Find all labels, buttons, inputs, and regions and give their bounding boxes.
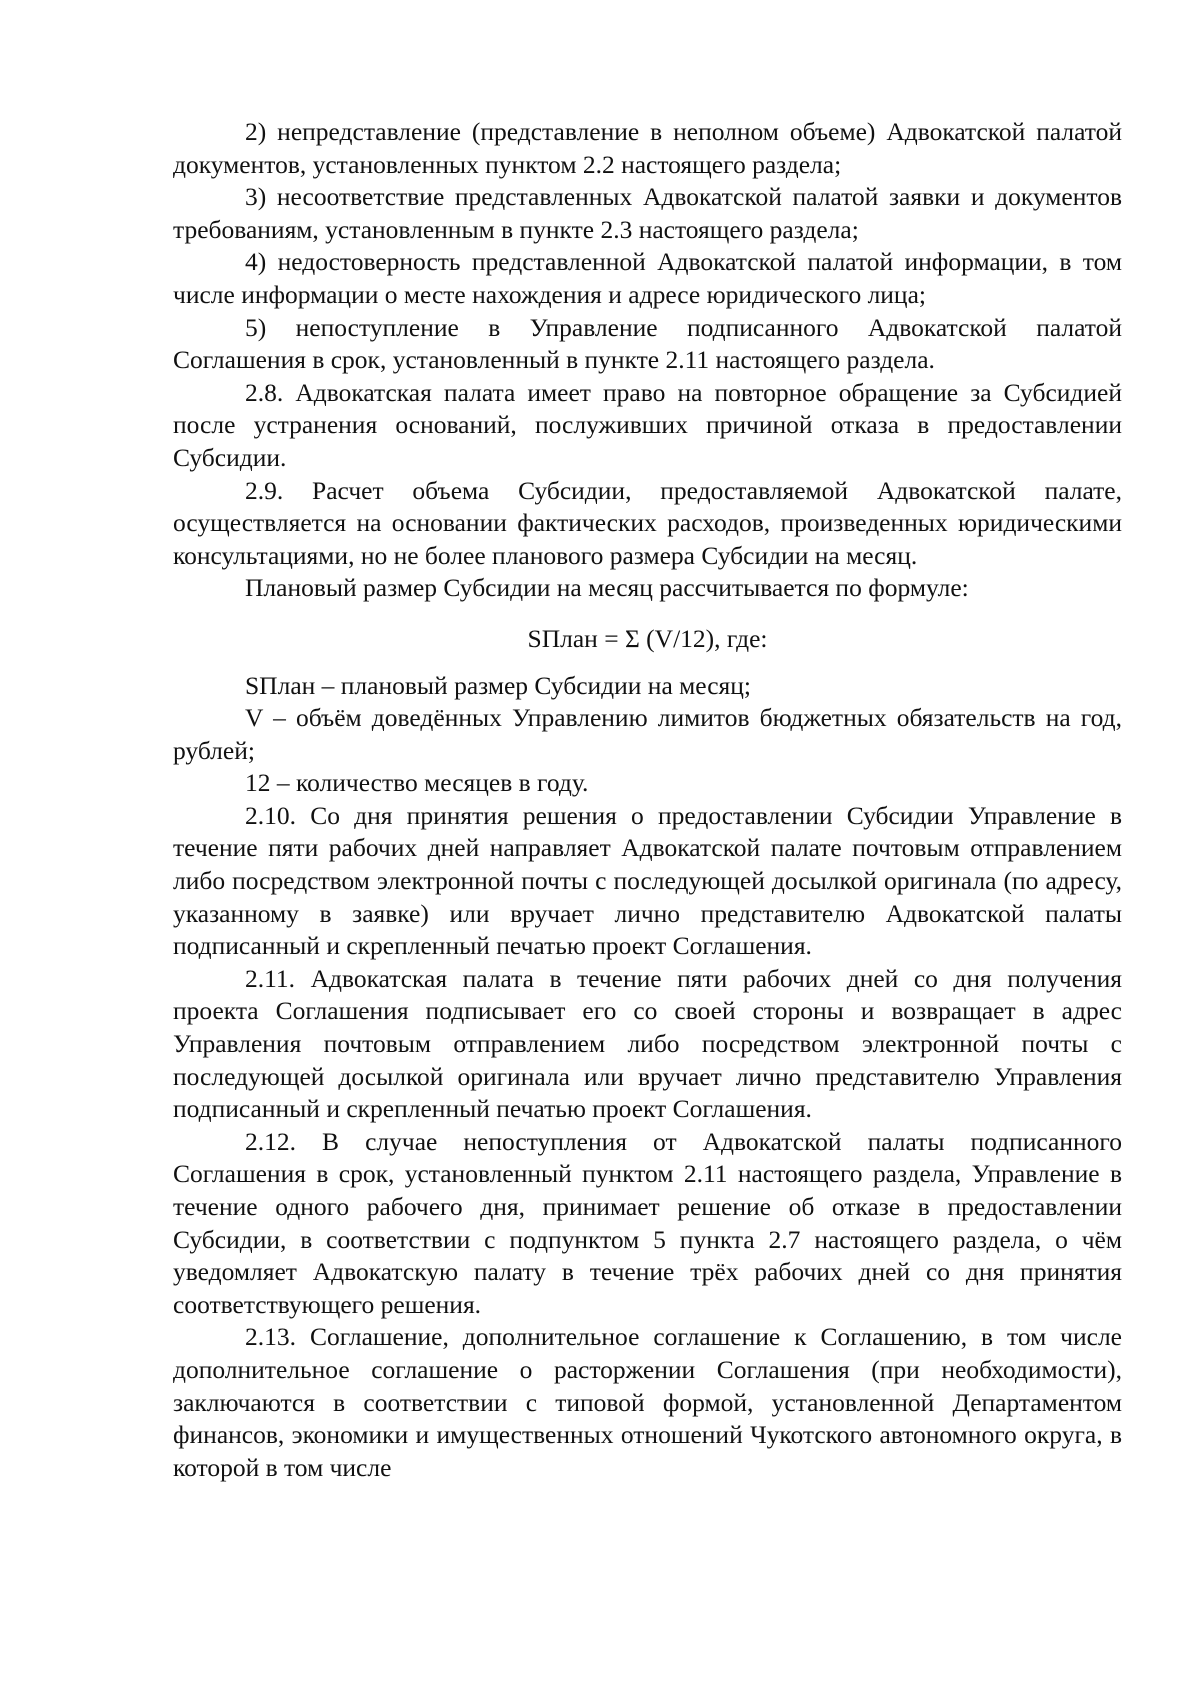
paragraph-item-3: 3) несоответствие представленных Адвокатской палатой заявки и документов требованиям, установленным в пункте 2.3 настоящего раздела; — [173, 182, 1122, 244]
paragraph-2-9: 2.9. Расчет объема Субсидии, предоставляемой Адвокатской палате, осуществляется на основании фактических расходов, произведенных юридическими консультациями, но не более планового размера Субсидии на месяц. — [173, 475, 1122, 570]
paragraph-item-4: 4) недостоверность представленной Адвокатской палатой информации, в том числе информации о месте нахождения и адресе юридического лица; — [173, 247, 1122, 309]
paragraph-2-12: 2.12. В случае непоступления от Адвокатской палаты подписанного Соглашения в срок, установленный пунктом 2.11 настоящего раздела, Управление в течение одного рабочего дня, принимает решение об отказе в предоставлении Субсидии, в соответствии с подпунктом 5 пункта 2.7 настоящего раздела, о чём уведомляет Адвокатскую палату в течение трёх рабочих дней со дня принятия соответствующего решения. — [173, 1126, 1122, 1319]
formula-definition-12: 12 – количество месяцев в году. — [245, 768, 589, 798]
paragraph-2-8: 2.8. Адвокатская палата имеет право на повторное обращение за Субсидией после устранения оснований, послуживших причиной отказа в предоставлении Субсидии. — [173, 377, 1122, 472]
formula: SПлан = Σ (V/12), где: — [527, 623, 768, 653]
paragraph-2-13: 2.13. Соглашение, дополнительное соглашение к Соглашению, в том числе дополнительное соглашение о расторжении Соглашения (при необходимости), заключаются в соответствии с типовой формой, установленной Департаментом финансов, экономики и имущественных отношений Чукотского автономного округа, в которой в том числе — [173, 1322, 1122, 1482]
paragraph-item-5: 5) непоступление в Управление подписанного Адвокатской палатой Соглашения в срок, установленный в пункте 2.11 настоящего раздела. — [173, 312, 1122, 375]
formula-intro: Плановый размер Субсидии на месяц рассчитывается по формуле: — [245, 573, 969, 603]
formula-definition-v: V – объём доведённых Управлению лимитов бюджетных обязательств на год, рублей; — [173, 703, 1122, 765]
paragraph-item-2: 2) непредставление (представление в неполном объеме) Адвокатской палатой документов, установленных пунктом 2.2 настоящего раздела; — [173, 117, 1122, 179]
paragraph-2-10: 2.10. Со дня принятия решения о предоставлении Субсидии Управление в течение пяти рабочих дней направляет Адвокатской палате почтовым отправлением либо посредством электронной почты с последующей досылкой оригинала (по адресу, указанному в заявке) или вручает лично представителю Адвокатской палаты подписанный и скрепленный печатью проект Соглашения. — [173, 800, 1122, 961]
document-page — [173, 116, 1122, 1484]
formula-definition-splan: SПлан – плановый размер Субсидии на месяц; — [245, 670, 752, 700]
paragraph-2-11: 2.11. Адвокатская палата в течение пяти рабочих дней со дня получения проекта Соглашения подписывает его со своей стороны и возвращает в адрес Управления почтовым отправлением либо посредством электронной почты с последующей досылкой оригинала или вручает лично представителю Управления подписанный и скрепленный печатью проект Соглашения. — [173, 963, 1122, 1124]
